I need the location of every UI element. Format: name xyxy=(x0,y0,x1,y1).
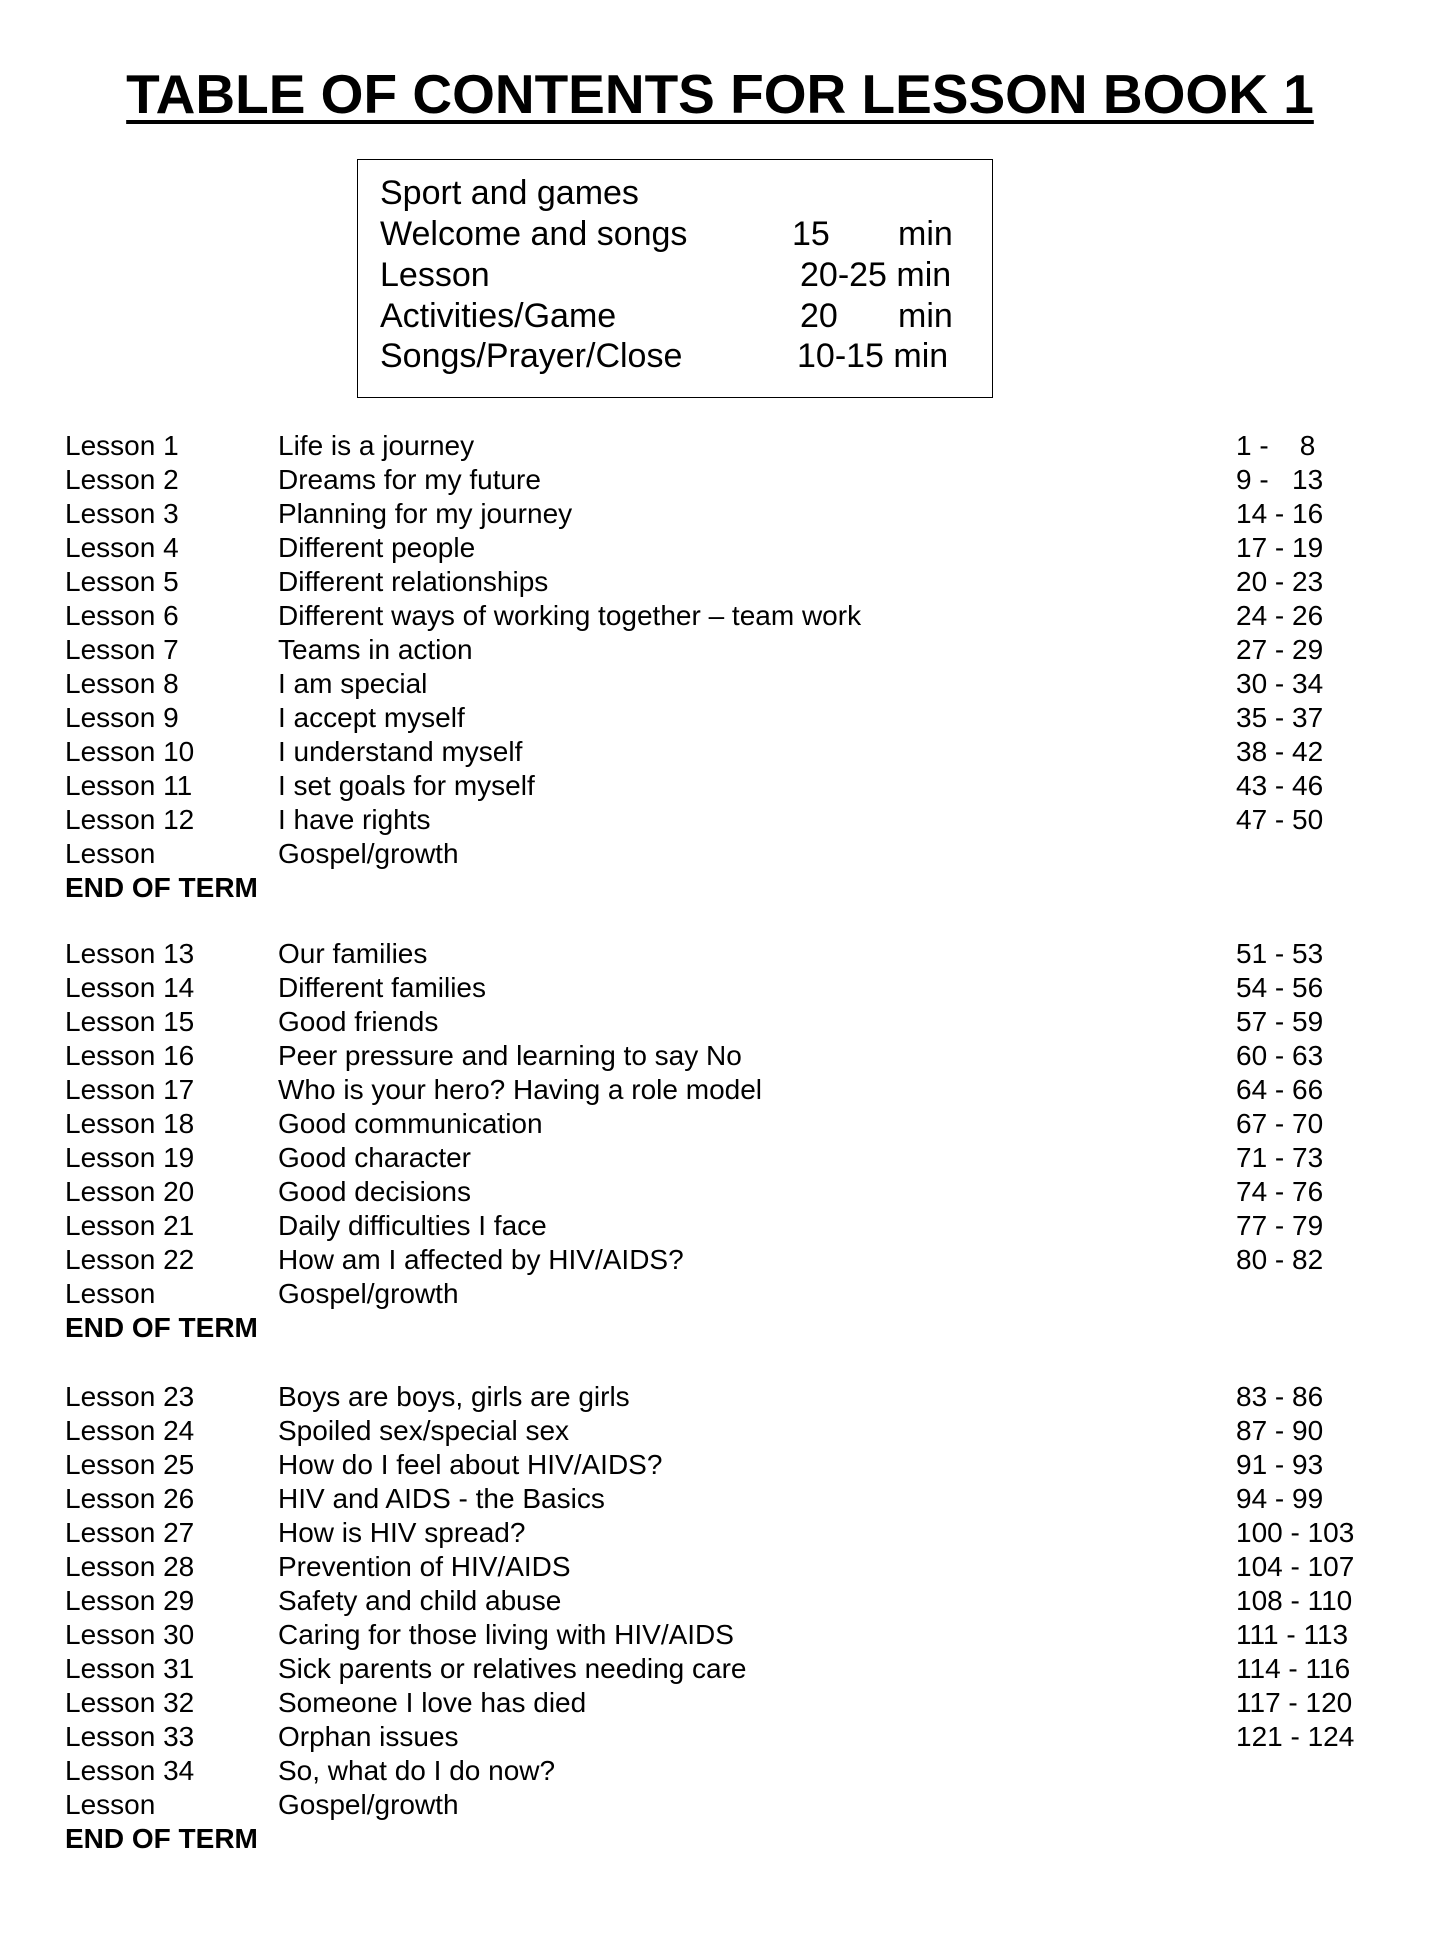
lesson-title: Daily difficulties I face xyxy=(278,1210,547,1241)
lesson-number: Lesson 28 xyxy=(65,1551,195,1582)
lesson-row xyxy=(0,1175,1440,1209)
lesson-row xyxy=(0,1277,1440,1311)
lesson-title: Good character xyxy=(278,1142,471,1173)
lesson-title: Boys are boys, girls are girls xyxy=(278,1381,630,1412)
lesson-row xyxy=(0,1005,1440,1039)
lesson-title: Orphan issues xyxy=(278,1721,459,1752)
lesson-row xyxy=(0,1107,1440,1141)
lesson-row xyxy=(0,497,1440,531)
lesson-title: How am I affected by HIV/AIDS? xyxy=(278,1244,684,1275)
lesson-number: Lesson 13 xyxy=(65,938,195,969)
lesson-row xyxy=(0,1414,1440,1448)
lesson-number: Lesson 9 xyxy=(65,702,179,733)
lesson-pages: 67 - 70 xyxy=(1236,1108,1324,1139)
lesson-title: Our families xyxy=(278,938,428,969)
lesson-title: Someone I love has died xyxy=(278,1687,587,1718)
lesson-row xyxy=(0,1652,1440,1686)
lesson-row xyxy=(0,1380,1440,1414)
schedule-unit: min xyxy=(898,215,953,253)
lesson-title: Life is a journey xyxy=(278,430,475,461)
lesson-number: Lesson 31 xyxy=(65,1653,195,1684)
schedule-duration: 15 xyxy=(792,215,830,253)
lesson-title: HIV and AIDS - the Basics xyxy=(278,1483,605,1514)
lesson-number: Lesson 26 xyxy=(65,1483,195,1514)
lesson-number: Lesson 25 xyxy=(65,1449,195,1480)
lesson-row xyxy=(0,701,1440,735)
lesson-pages: 54 - 56 xyxy=(1236,972,1324,1003)
lesson-row xyxy=(0,1141,1440,1175)
lesson-title: Different people xyxy=(278,532,476,563)
schedule-heading: Sport and games xyxy=(380,174,639,212)
lesson-title: I accept myself xyxy=(278,702,465,733)
schedule-row xyxy=(380,296,980,336)
lesson-pages: 17 - 19 xyxy=(1236,532,1324,563)
lesson-title: Spoiled sex/special sex xyxy=(278,1415,570,1446)
lesson-row xyxy=(0,803,1440,837)
schedule-activity: Welcome and songs xyxy=(380,215,688,253)
lesson-row xyxy=(0,667,1440,701)
lesson-title: Dreams for my future xyxy=(278,464,541,495)
lesson-row xyxy=(0,1550,1440,1584)
lesson-pages: 111 - 113 xyxy=(1236,1619,1349,1650)
schedule-row xyxy=(380,214,980,254)
lesson-row xyxy=(0,1243,1440,1277)
lesson-number: Lesson xyxy=(65,1789,156,1820)
page-title-text: TABLE OF CONTENTS FOR LESSON BOOK 1 xyxy=(126,63,1314,125)
lesson-title: Planning for my journey xyxy=(278,498,573,529)
lesson-row xyxy=(0,1516,1440,1550)
lesson-pages: 43 - 46 xyxy=(1236,770,1324,801)
lesson-row xyxy=(0,769,1440,803)
lesson-title: Good friends xyxy=(278,1006,439,1037)
lesson-title: Gospel/growth xyxy=(278,838,459,869)
lesson-pages: 71 - 73 xyxy=(1236,1142,1324,1173)
lesson-pages: 87 - 90 xyxy=(1236,1415,1324,1446)
lesson-row xyxy=(0,1584,1440,1618)
lesson-number: Lesson xyxy=(65,838,156,869)
lesson-number: Lesson 30 xyxy=(65,1619,195,1650)
lesson-pages: 30 - 34 xyxy=(1236,668,1324,699)
end-of-term-label: END OF TERM xyxy=(65,1823,258,1854)
schedule-row xyxy=(380,336,980,376)
lesson-pages: 108 - 110 xyxy=(1236,1585,1353,1616)
lesson-number: Lesson 23 xyxy=(65,1381,195,1412)
lesson-number: Lesson 4 xyxy=(65,532,179,563)
lesson-pages: 77 - 79 xyxy=(1236,1210,1324,1241)
lesson-number: Lesson 32 xyxy=(65,1687,195,1718)
lesson-pages: 74 - 76 xyxy=(1236,1176,1324,1207)
lesson-number: Lesson 3 xyxy=(65,498,179,529)
lesson-title: Gospel/growth xyxy=(278,1789,459,1820)
lesson-number: Lesson 27 xyxy=(65,1517,195,1548)
lesson-row xyxy=(0,463,1440,497)
lesson-number: Lesson 33 xyxy=(65,1721,195,1752)
lesson-number: Lesson 21 xyxy=(65,1210,195,1241)
lesson-number: Lesson 12 xyxy=(65,804,195,835)
lesson-pages: 38 - 42 xyxy=(1236,736,1324,767)
lesson-number: Lesson 22 xyxy=(65,1244,195,1275)
lesson-title: Different ways of working together – team work xyxy=(278,600,862,631)
lesson-pages: 94 - 99 xyxy=(1236,1483,1324,1514)
lesson-row xyxy=(0,735,1440,769)
lesson-title: Good decisions xyxy=(278,1176,472,1207)
lesson-pages: 100 - 103 xyxy=(1236,1517,1355,1548)
lesson-number: Lesson 10 xyxy=(65,736,195,767)
lesson-pages: 80 - 82 xyxy=(1236,1244,1324,1275)
lesson-row xyxy=(0,1618,1440,1652)
lesson-number: Lesson 15 xyxy=(65,1006,195,1037)
schedule-activity: Activities/Game xyxy=(380,297,617,335)
end-of-term-label: END OF TERM xyxy=(65,1312,258,1343)
lesson-pages: 51 - 53 xyxy=(1236,938,1324,969)
lesson-number: Lesson 1 xyxy=(65,430,179,461)
lesson-pages: 27 - 29 xyxy=(1236,634,1324,665)
lesson-row xyxy=(0,971,1440,1005)
end-of-term-label: END OF TERM xyxy=(65,872,258,903)
lesson-row xyxy=(0,1482,1440,1516)
lesson-title: So, what do I do now? xyxy=(278,1755,556,1786)
lesson-row xyxy=(0,837,1440,871)
lesson-number: Lesson 34 xyxy=(65,1755,195,1786)
lesson-row xyxy=(0,531,1440,565)
lesson-title: Different relationships xyxy=(278,566,549,597)
schedule-duration: 10-15 min xyxy=(797,337,949,375)
schedule-duration: 20 xyxy=(800,297,838,335)
lesson-row xyxy=(0,1039,1440,1073)
lesson-row xyxy=(0,1209,1440,1243)
lesson-title: How is HIV spread? xyxy=(278,1517,526,1548)
lesson-row xyxy=(0,565,1440,599)
lesson-title: I set goals for myself xyxy=(278,770,535,801)
lesson-number: Lesson 16 xyxy=(65,1040,195,1071)
lesson-number: Lesson xyxy=(65,1278,156,1309)
lesson-number: Lesson 2 xyxy=(65,464,179,495)
lesson-title: I understand myself xyxy=(278,736,523,767)
schedule-activity: Songs/Prayer/Close xyxy=(380,337,683,375)
lesson-title: Caring for those living with HIV/AIDS xyxy=(278,1619,734,1650)
lesson-pages: 117 - 120 xyxy=(1236,1687,1353,1718)
lesson-title: I am special xyxy=(278,668,428,699)
lesson-title: Good communication xyxy=(278,1108,543,1139)
lesson-pages: 14 - 16 xyxy=(1236,498,1324,529)
lesson-row xyxy=(0,1686,1440,1720)
lesson-row xyxy=(0,1720,1440,1754)
lesson-pages: 114 - 116 xyxy=(1236,1653,1351,1684)
lesson-number: Lesson 29 xyxy=(65,1585,195,1616)
schedule-duration: 20-25 min xyxy=(800,256,952,294)
lesson-row xyxy=(0,599,1440,633)
lesson-title: Teams in action xyxy=(278,634,473,665)
lesson-number: Lesson 17 xyxy=(65,1074,195,1105)
lesson-row xyxy=(0,1073,1440,1107)
lesson-row xyxy=(0,1788,1440,1822)
lesson-number: Lesson 20 xyxy=(65,1176,195,1207)
lesson-number: Lesson 24 xyxy=(65,1415,195,1446)
lesson-title: Different families xyxy=(278,972,487,1003)
lesson-row xyxy=(0,1448,1440,1482)
lesson-row xyxy=(0,937,1440,971)
lesson-title: Gospel/growth xyxy=(278,1278,459,1309)
lesson-pages: 24 - 26 xyxy=(1236,600,1324,631)
lesson-pages: 9 - 13 xyxy=(1236,464,1324,495)
lesson-number: Lesson 8 xyxy=(65,668,179,699)
lesson-row xyxy=(0,429,1440,463)
lesson-number: Lesson 14 xyxy=(65,972,195,1003)
lesson-pages: 57 - 59 xyxy=(1236,1006,1324,1037)
lesson-row xyxy=(0,633,1440,667)
lesson-pages: 91 - 93 xyxy=(1236,1449,1324,1480)
lesson-title: Sick parents or relatives needing care xyxy=(278,1653,747,1684)
lesson-pages: 104 - 107 xyxy=(1236,1551,1355,1582)
lesson-title: Who is your hero? Having a role model xyxy=(278,1074,763,1105)
lesson-title: I have rights xyxy=(278,804,431,835)
lesson-title: How do I feel about HIV/AIDS? xyxy=(278,1449,663,1480)
lesson-number: Lesson 11 xyxy=(65,770,193,801)
lesson-title: Safety and child abuse xyxy=(278,1585,562,1616)
lesson-pages: 20 - 23 xyxy=(1236,566,1324,597)
lesson-pages: 1 - 8 xyxy=(1236,430,1316,461)
lesson-pages: 60 - 63 xyxy=(1236,1040,1324,1071)
page-title xyxy=(0,62,1440,126)
lesson-pages: 64 - 66 xyxy=(1236,1074,1324,1105)
lesson-title: Prevention of HIV/AIDS xyxy=(278,1551,571,1582)
lesson-row xyxy=(0,1754,1440,1788)
lesson-pages: 47 - 50 xyxy=(1236,804,1324,835)
lesson-number: Lesson 18 xyxy=(65,1108,195,1139)
session-schedule-box xyxy=(357,159,993,398)
lesson-number: Lesson 5 xyxy=(65,566,179,597)
lesson-number: Lesson 7 xyxy=(65,634,179,665)
schedule-unit: min xyxy=(898,297,953,335)
lesson-pages: 35 - 37 xyxy=(1236,702,1324,733)
schedule-row xyxy=(380,255,980,295)
schedule-activity: Lesson xyxy=(380,256,490,294)
lesson-number: Lesson 19 xyxy=(65,1142,195,1173)
lesson-title: Peer pressure and learning to say No xyxy=(278,1040,742,1071)
lesson-number: Lesson 6 xyxy=(65,600,179,631)
lesson-pages: 83 - 86 xyxy=(1236,1381,1324,1412)
lesson-pages: 121 - 124 xyxy=(1236,1721,1355,1752)
